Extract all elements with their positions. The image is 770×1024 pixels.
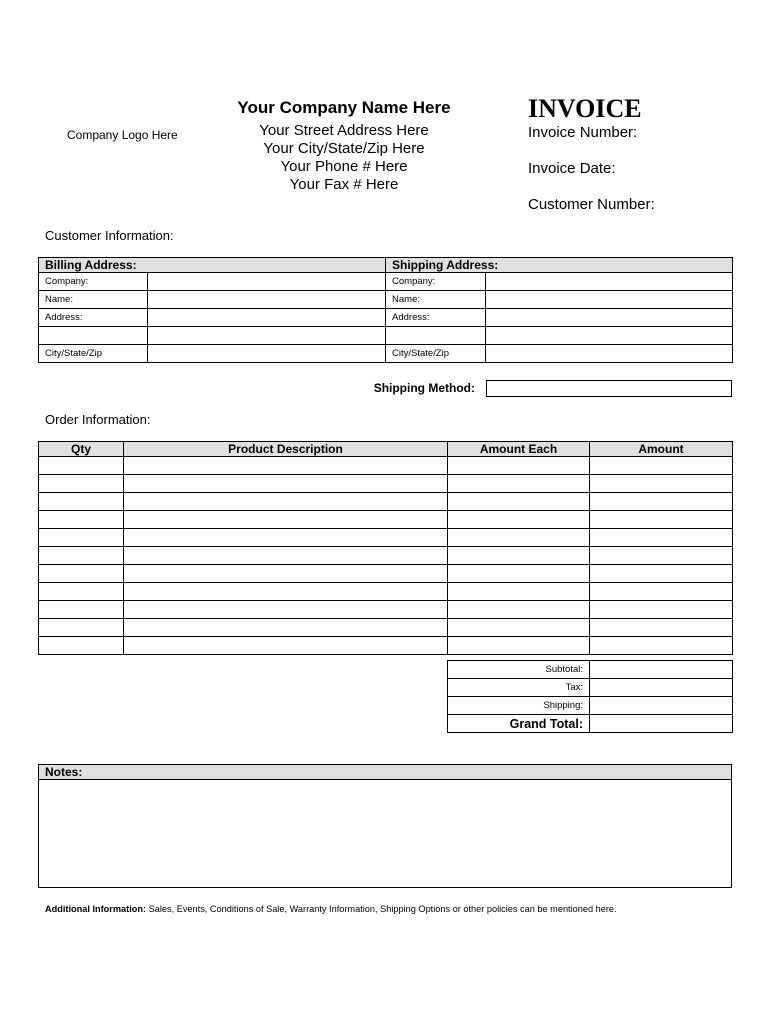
company-info (214, 98, 474, 194)
amount-each-cell[interactable] (448, 637, 590, 655)
qty-cell[interactable] (39, 565, 124, 583)
amount-each-cell[interactable] (448, 547, 590, 565)
totals-table (447, 660, 733, 733)
company-street: Your Street Address Here (259, 122, 429, 139)
grand-total-field[interactable] (590, 715, 733, 733)
description-cell[interactable] (124, 637, 448, 655)
qty-cell[interactable] (39, 511, 124, 529)
address-row (39, 309, 733, 327)
description-cell[interactable] (124, 583, 448, 601)
billing-address-field[interactable] (148, 309, 386, 327)
amount-each-cell[interactable] (448, 565, 590, 583)
order-row (39, 601, 733, 619)
amount-each-cell[interactable] (448, 601, 590, 619)
amount-each-cell[interactable] (448, 511, 590, 529)
tax-field[interactable] (590, 679, 733, 697)
column-header-product-description: Product Description (124, 442, 448, 457)
amount-each-cell[interactable] (448, 475, 590, 493)
description-cell[interactable] (124, 601, 448, 619)
company-phone: Your Phone # Here (280, 158, 408, 175)
amount-cell[interactable] (590, 583, 733, 601)
shipping-method-field[interactable] (486, 380, 732, 397)
order-row (39, 565, 733, 583)
amount-each-cell[interactable] (448, 457, 590, 475)
notes-header: Notes: (39, 765, 731, 780)
qty-cell[interactable] (39, 475, 124, 493)
qty-cell[interactable] (39, 457, 124, 475)
shipping-address2-field[interactable] (486, 327, 733, 345)
shipping-company-label: Company: (386, 273, 486, 291)
order-row (39, 583, 733, 601)
amount-cell[interactable] (590, 547, 733, 565)
qty-cell[interactable] (39, 547, 124, 565)
billing-name-label: Name: (39, 291, 148, 309)
billing-company-field[interactable] (148, 273, 386, 291)
notes-field[interactable] (39, 780, 731, 887)
amount-cell[interactable] (590, 457, 733, 475)
column-header-amount: Amount (590, 442, 733, 457)
amount-cell[interactable] (590, 637, 733, 655)
description-cell[interactable] (124, 565, 448, 583)
column-header-amount-each: Amount Each (448, 442, 590, 457)
order-info-label: Order Information: (45, 412, 151, 427)
qty-cell[interactable] (39, 637, 124, 655)
subtotal-field[interactable] (590, 661, 733, 679)
description-cell[interactable] (124, 493, 448, 511)
invoice-title: INVOICE (528, 94, 642, 123)
company-city-state-zip: Your City/State/Zip Here (263, 140, 425, 157)
amount-cell[interactable] (590, 619, 733, 637)
amount-cell[interactable] (590, 511, 733, 529)
order-row (39, 511, 733, 529)
address-row (39, 291, 733, 309)
shipping-method-label: Shipping Method: (373, 381, 475, 395)
billing-company-label: Company: (39, 273, 148, 291)
additional-info-text: Sales, Events, Conditions of Sale, Warranty Information, Shipping Options or other policies can be mentioned here. (146, 904, 617, 914)
description-cell[interactable] (124, 547, 448, 565)
amount-each-cell[interactable] (448, 619, 590, 637)
order-row (39, 547, 733, 565)
column-header-qty: Qty (39, 442, 124, 457)
order-table (38, 441, 733, 655)
shipping-city-label: City/State/Zip (386, 345, 486, 363)
shipping-address-field[interactable] (486, 309, 733, 327)
shipping-name-label: Name: (386, 291, 486, 309)
shipping-address-header: Shipping Address: (386, 258, 733, 273)
billing-name-field[interactable] (148, 291, 386, 309)
billing-address2-field[interactable] (148, 327, 386, 345)
additional-information (45, 904, 617, 914)
order-row (39, 619, 733, 637)
qty-cell[interactable] (39, 529, 124, 547)
order-row (39, 529, 733, 547)
order-row (39, 475, 733, 493)
subtotal-label: Subtotal: (448, 661, 590, 679)
amount-cell[interactable] (590, 493, 733, 511)
customer-number-label: Customer Number: (528, 196, 655, 213)
amount-each-cell[interactable] (448, 583, 590, 601)
order-row (39, 457, 733, 475)
amount-each-cell[interactable] (448, 529, 590, 547)
qty-cell[interactable] (39, 493, 124, 511)
customer-info-label: Customer Information: (45, 228, 174, 243)
amount-cell[interactable] (590, 565, 733, 583)
qty-cell[interactable] (39, 619, 124, 637)
address-table (38, 257, 733, 363)
amount-cell[interactable] (590, 529, 733, 547)
description-cell[interactable] (124, 529, 448, 547)
shipping-company-field[interactable] (486, 273, 733, 291)
tax-label: Tax: (448, 679, 590, 697)
address-row (39, 345, 733, 363)
company-logo-placeholder: Company Logo Here (67, 128, 178, 142)
company-name: Your Company Name Here (237, 98, 451, 117)
billing-city-field[interactable] (148, 345, 386, 363)
amount-cell[interactable] (590, 601, 733, 619)
shipping-name-field[interactable] (486, 291, 733, 309)
billing-city-label: City/State/Zip (39, 345, 148, 363)
shipping-cost-label: Shipping: (448, 697, 590, 715)
address-row (39, 273, 733, 291)
shipping-address-label: Address: (386, 309, 486, 327)
billing-address2-label (39, 327, 148, 345)
amount-cell[interactable] (590, 475, 733, 493)
grand-total-label: Grand Total: (448, 715, 590, 733)
invoice-number-label: Invoice Number: (528, 124, 638, 141)
description-cell[interactable] (124, 475, 448, 493)
address-row (39, 327, 733, 345)
description-cell[interactable] (124, 457, 448, 475)
qty-cell[interactable] (39, 601, 124, 619)
description-cell[interactable] (124, 619, 448, 637)
invoice-date-label: Invoice Date: (528, 160, 616, 177)
qty-cell[interactable] (39, 583, 124, 601)
billing-address-label: Address: (39, 309, 148, 327)
order-row (39, 493, 733, 511)
order-row (39, 637, 733, 655)
shipping-city-field[interactable] (486, 345, 733, 363)
shipping-address2-label (386, 327, 486, 345)
notes-section (38, 764, 732, 888)
amount-each-cell[interactable] (448, 493, 590, 511)
description-cell[interactable] (124, 511, 448, 529)
shipping-cost-field[interactable] (590, 697, 733, 715)
company-fax: Your Fax # Here (289, 176, 399, 193)
billing-address-header: Billing Address: (39, 258, 386, 273)
additional-info-label: Additional Information: (45, 904, 147, 914)
